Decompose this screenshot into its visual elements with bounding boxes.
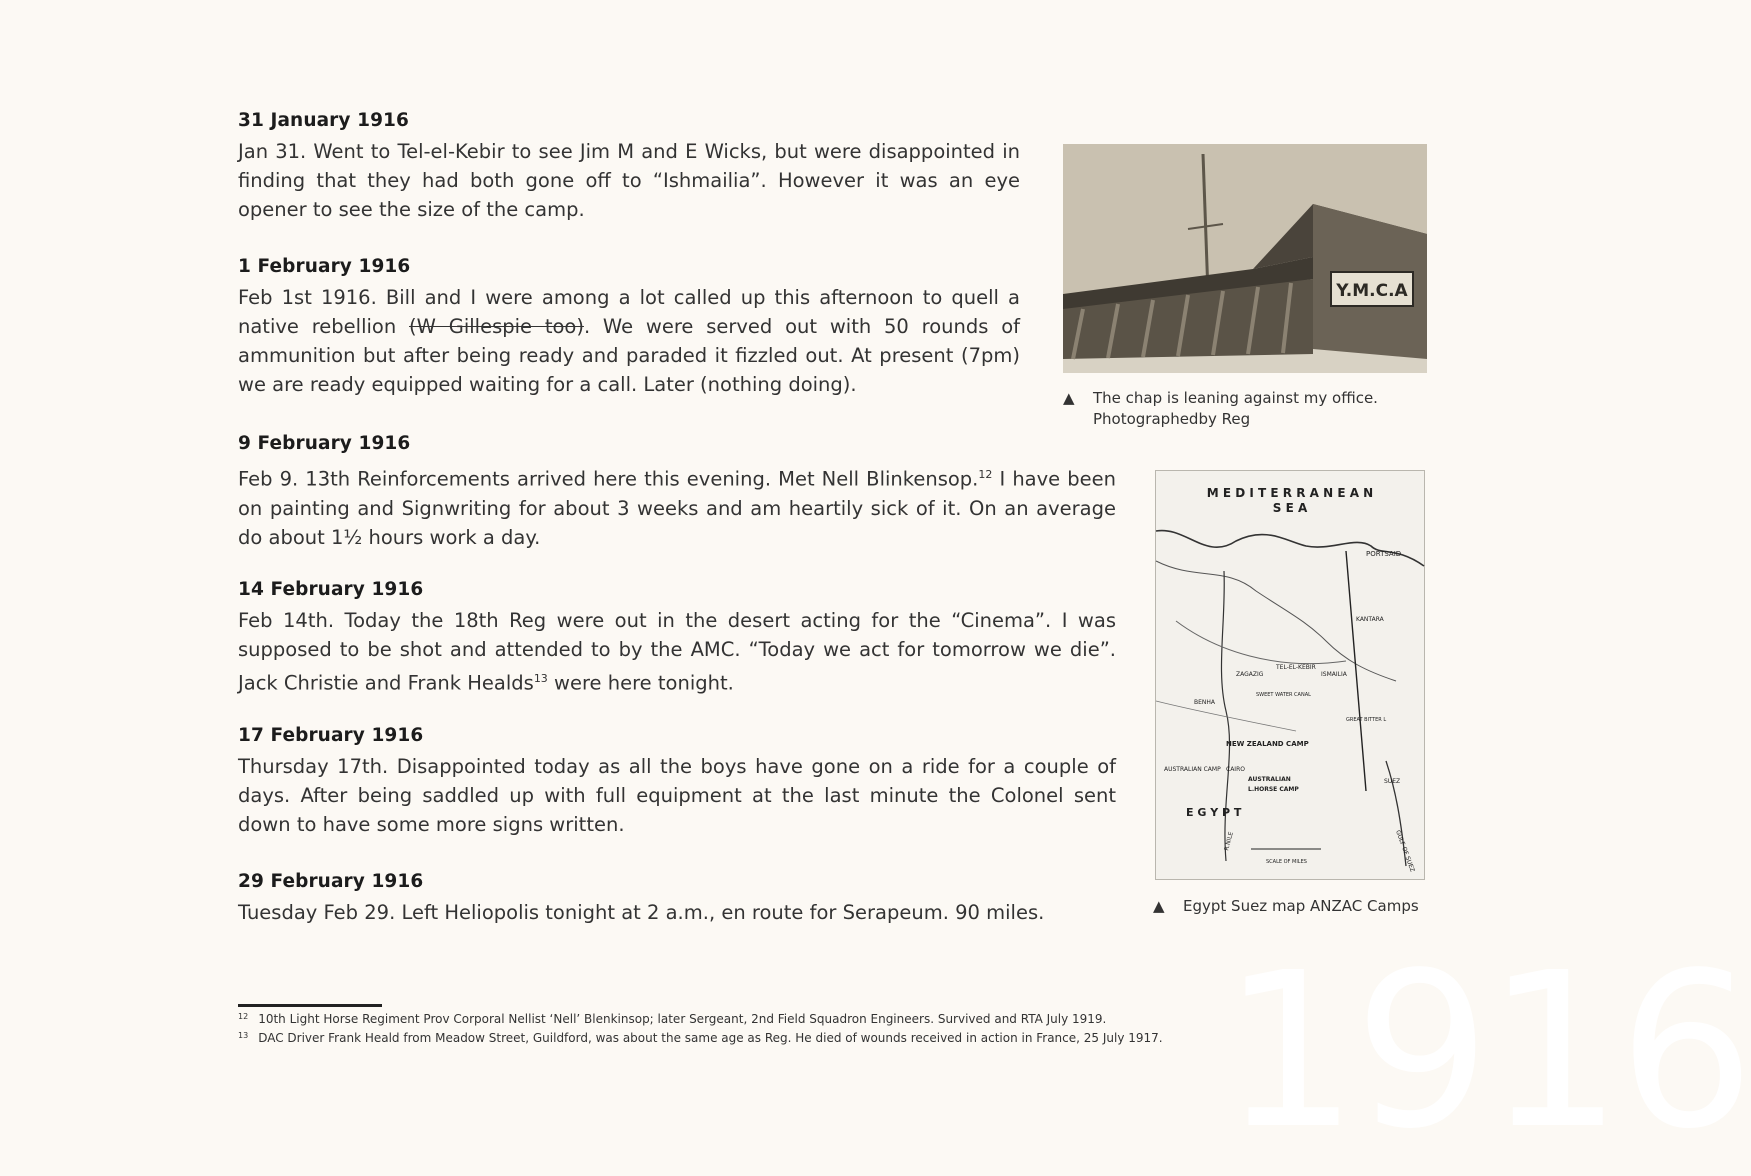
- entry-date: 17 February 1916: [238, 725, 424, 746]
- map-scale-label: SCALE OF MILES: [1266, 859, 1307, 865]
- egypt-suez-map: [1155, 470, 1425, 880]
- photo-caption-line2: Photographedby Reg: [1093, 410, 1251, 428]
- entry-text: [238, 283, 1020, 399]
- map-label-gulf-of-suez: GULF OF SUEZ: [1394, 829, 1416, 873]
- entry-9-february: [238, 433, 1116, 552]
- footnote-number: 12: [238, 1012, 249, 1021]
- entry-text-part: were here tonight.: [547, 671, 734, 695]
- map-label-horse-camp: L.HORSE CAMP: [1248, 786, 1299, 793]
- footnote-ref: 12: [978, 468, 993, 481]
- map-label-egypt: E G Y P T: [1186, 806, 1242, 819]
- map-label-kantara: KANTARA: [1356, 616, 1384, 623]
- entry-14-february: [238, 579, 1116, 698]
- triangle-marker-icon: ▲: [1063, 389, 1075, 407]
- entry-text-part: I have been on painting and Signwriting for about 3 weeks and am heartily sick of it. On an average do about 1½ hours work a day.: [238, 467, 1116, 549]
- entry-31-january: [238, 110, 1020, 224]
- entry-text-part: Feb 9. 13th Reinforcements arrived here this evening. Met Nell Blinkensop.: [238, 467, 979, 491]
- map-caption-text: Egypt Suez map ANZAC Camps: [1183, 897, 1419, 915]
- map-illustration: [1156, 471, 1424, 879]
- map-caption: [1153, 896, 1443, 917]
- entry-1-february: [238, 256, 1020, 399]
- map-label-benha: BENHA: [1194, 699, 1216, 706]
- map-sea-label: M E D I T E R R A N E A N: [1206, 486, 1374, 500]
- map-label-ismailia: ISMAILIA: [1321, 671, 1347, 678]
- entry-date: 14 February 1916: [238, 579, 424, 600]
- footnote-12: [238, 1012, 1106, 1026]
- map-label-zagazig: ZAGAZIG: [1236, 671, 1264, 678]
- map-label-australian-camp: AUSTRALIAN CAMP: [1164, 766, 1221, 773]
- map-label-great-bitter-lake: GREAT BITTER L: [1346, 717, 1387, 723]
- entry-17-february: [238, 725, 1116, 839]
- footnote-ref: 13: [533, 672, 548, 685]
- map-sea-label-2: S E A: [1272, 501, 1308, 515]
- year-watermark: 1916: [1222, 927, 1751, 1176]
- ymca-building-illustration: [1063, 144, 1427, 373]
- footnote-text: DAC Driver Frank Heald from Meadow Street, Guildford, was about the same age as Reg. He died of wounds received in action in France, 25 July 1917.: [258, 1031, 1163, 1045]
- photo-caption-line1: The chap is leaning against my office.: [1093, 389, 1378, 407]
- entry-date: 31 January 1916: [238, 110, 409, 131]
- entry-text-part: . We were served out with 50 rounds of ammunition but after being ready and paraded it fizzled out. At present (7pm) we are ready equipped waiting for a call. Later (nothing doing).: [238, 315, 1020, 396]
- entry-29-february: [238, 871, 1116, 927]
- ymca-sign: Y.M.C.A: [1336, 281, 1408, 301]
- triangle-marker-icon: ▲: [1153, 897, 1165, 915]
- footnote-divider: [238, 1004, 382, 1007]
- map-label-port-said: PORTSAID: [1366, 550, 1402, 558]
- entry-text: [238, 606, 1116, 698]
- struck-text: (W Gillespie too): [409, 315, 584, 338]
- photo-caption: [1063, 388, 1443, 430]
- entry-text: Thursday 17th. Disappointed today as all the boys have gone on a ride for a couple of days. After being saddled up with full equipment at the last minute the Colonel sent down to have some more signs written.: [238, 755, 1116, 836]
- map-label-nile: R.NILE: [1223, 831, 1235, 852]
- footnote-13: [238, 1031, 1163, 1045]
- entry-text: Tuesday Feb 29. Left Heliopolis tonight at 2 a.m., en route for Serapeum. 90 miles.: [238, 901, 1045, 924]
- entry-text: [238, 460, 1116, 552]
- entry-text: Jan 31. Went to Tel-el-Kebir to see Jim M and E Wicks, but were disappointed in finding that they had both gone off to “Ishmailia”. However it was an eye opener to see the size of the camp.: [238, 140, 1020, 221]
- map-label-sweet-water-canal: SWEET WATER CANAL: [1256, 692, 1311, 698]
- map-label-new-zealand-camp: NEW ZEALAND CAMP: [1226, 740, 1309, 748]
- ymca-photo: [1063, 144, 1427, 373]
- map-label-cairo: CAIRO: [1226, 766, 1245, 773]
- footnote-text: 10th Light Horse Regiment Prov Corporal Nellist ‘Nell’ Blenkinsop; later Sergeant, 2nd Field Squadron Engineers. Survived and RTA July 1919.: [258, 1012, 1107, 1026]
- entry-date: 9 February 1916: [238, 433, 411, 454]
- map-label-tel-el-kebir: TEL-EL-KEBIR: [1276, 664, 1316, 671]
- map-label-suez: SUEZ: [1384, 778, 1401, 785]
- entry-text-part: Feb 1st 1916. Bill and I were among a lot called up this afternoon to quell a native rebellion: [238, 286, 1020, 338]
- entry-date: 1 February 1916: [238, 256, 411, 277]
- entry-text-part: Feb 14th. Today the 18th Reg were out in the desert acting for the “Cinema”. I was supposed to be shot and attended to by the AMC. “Today we act for tomorrow we die”. Jack Christie and Frank Healds: [238, 609, 1116, 695]
- entry-date: 29 February 1916: [238, 871, 424, 892]
- footnote-number: 13: [238, 1031, 249, 1040]
- map-label-australian: AUSTRALIAN: [1248, 776, 1291, 783]
